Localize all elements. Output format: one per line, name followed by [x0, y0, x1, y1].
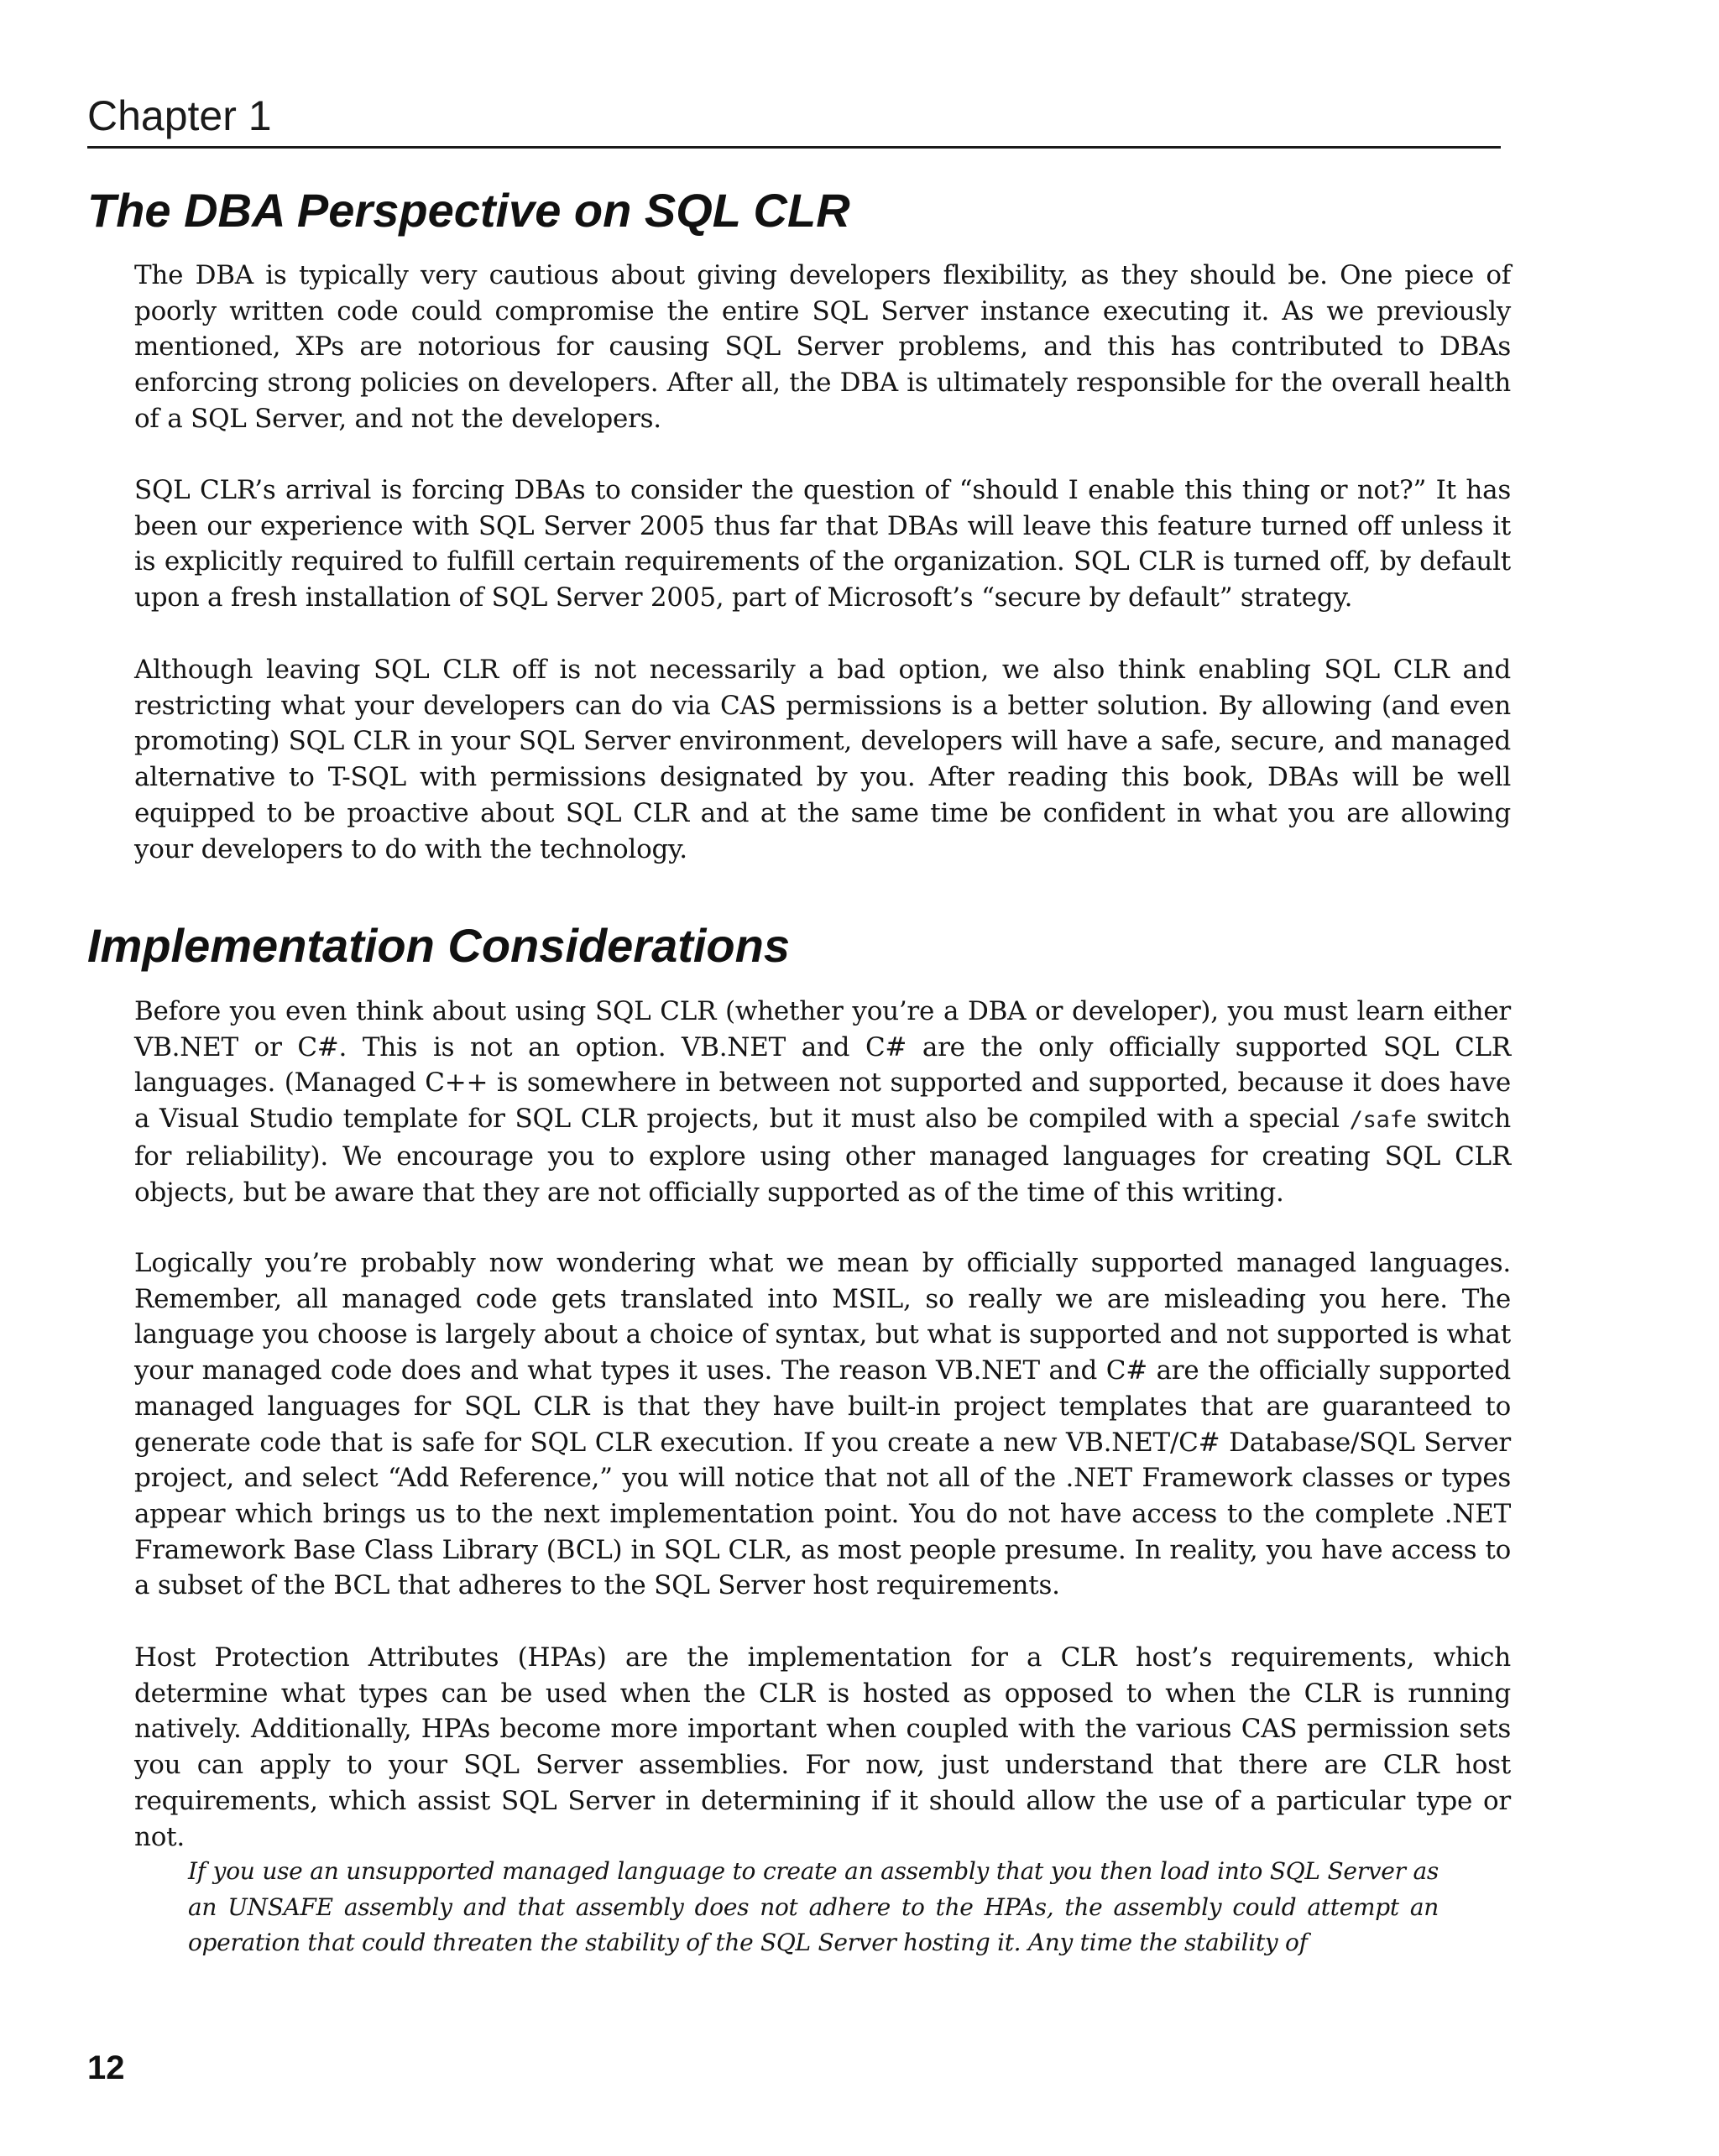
chapter-header: [87, 91, 1501, 149]
paragraph: The DBA is typically very cautious about giving developers flexibility, as they should be. One piece of poorly written code could compromise the entire SQL Server instance executing it. As we previously mentioned, XPs are notorious for causing SQL Server problems, and this has contributed to DBAs enforcing strong policies on developers. After all, the DBA is ultimately responsible for the overall health of a SQL Server, and not the developers.: [134, 260, 1511, 434]
paragraph: [134, 994, 1511, 1210]
note-text: If you use an unsupported managed language to create an assembly that you then load into SQL Server as an UNSAFE assembly and that assembly does not adhere to the HPAs, the assembly could attempt an operation that could threaten the stability of the SQL Server hosting it. Any time the stability of: [188, 1857, 1439, 1956]
inline-code-safe-switch: /safe: [1349, 1107, 1417, 1134]
note-block: [188, 1854, 1439, 1961]
paragraph: Host Protection Attributes (HPAs) are the implementation for a CLR host’s requirements, which determine what types can be used when the CLR is hosted as opposed to when the CLR is running natively. Additionally, HPAs become more important when coupled with the various CAS permission sets you can apply to your SQL Server assemblies. For now, just understand that there are CLR host requirements, which assist SQL Server in determining if it should allow the use of a particular type or not.: [134, 1642, 1511, 1852]
paragraph-text-before-code: Before you even think about using SQL CLR (whether you’re a DBA or developer), you must learn either VB.NET or C#. This is not an option. VB.NET and C# are the only officially supported SQL CLR languages. (Managed C++ is somewhere in between not supported and supported, because it does have a Visual Studio template for SQL CLR projects, but it must also be compiled with a special: [134, 996, 1511, 1135]
paragraph: SQL CLR’s arrival is forcing DBAs to consider the question of “should I enable this thing or not?” It has been our experience with SQL Server 2005 thus far that DBAs will leave this feature turned off unless it is explicitly required to fulfill certain requirements of the organization. SQL CLR is turned off, by default upon a fresh installation of SQL Server 2005, part of Microsoft’s “secure by default” strategy.: [134, 475, 1511, 613]
section-title-dba-perspective: The DBA Perspective on SQL CLR: [87, 184, 850, 237]
paragraph-text-after-code: switch for reliability). We encourage you to explore using other managed languages for creating SQL CLR objects, but be aware that they are not officially supported as of the time of this writing.: [134, 1104, 1511, 1208]
paragraph: Although leaving SQL CLR off is not necessarily a bad option, we also think enabling SQL CLR and restricting what your developers can do via CAS permissions is a better solution. By allowing (and even promoting) SQL CLR in your SQL Server environment, developers will have a safe, secure, and managed alternative to T-SQL with permissions designated by you. After reading this book, DBAs will be well equipped to be proactive about SQL CLR and at the same time be confident in what you are allowing your developers to do with the technology.: [134, 655, 1511, 864]
section-title-implementation-considerations: Implementation Considerations: [87, 919, 790, 972]
paragraph: Logically you’re probably now wondering what we mean by officially supported managed languages. Remember, all managed code gets translated into MSIL, so really we are misleading you here. The language you choose is largely about a choice of syntax, but what is supported and not supported is what your managed code does and what types it uses. The reason VB.NET and C# are the officially supported managed languages for SQL CLR is that they have built-in project templates that are guaranteed to generate code that is safe for SQL CLR execution. If you create a new VB.NET/C# Database/SQL Server project, and select “Add Reference,” you will notice that not all of the .NET Framework classes or types appear which brings us to the next implementation point. You do not have access to the complete .NET Framework Base Class Library (BCL) in SQL CLR, as most people presume. In reality, you have access to a subset of the BCL that adheres to the SQL Server host requirements.: [134, 1248, 1511, 1601]
chapter-label: Chapter 1: [87, 92, 272, 139]
page-number: 12: [87, 2049, 125, 2086]
